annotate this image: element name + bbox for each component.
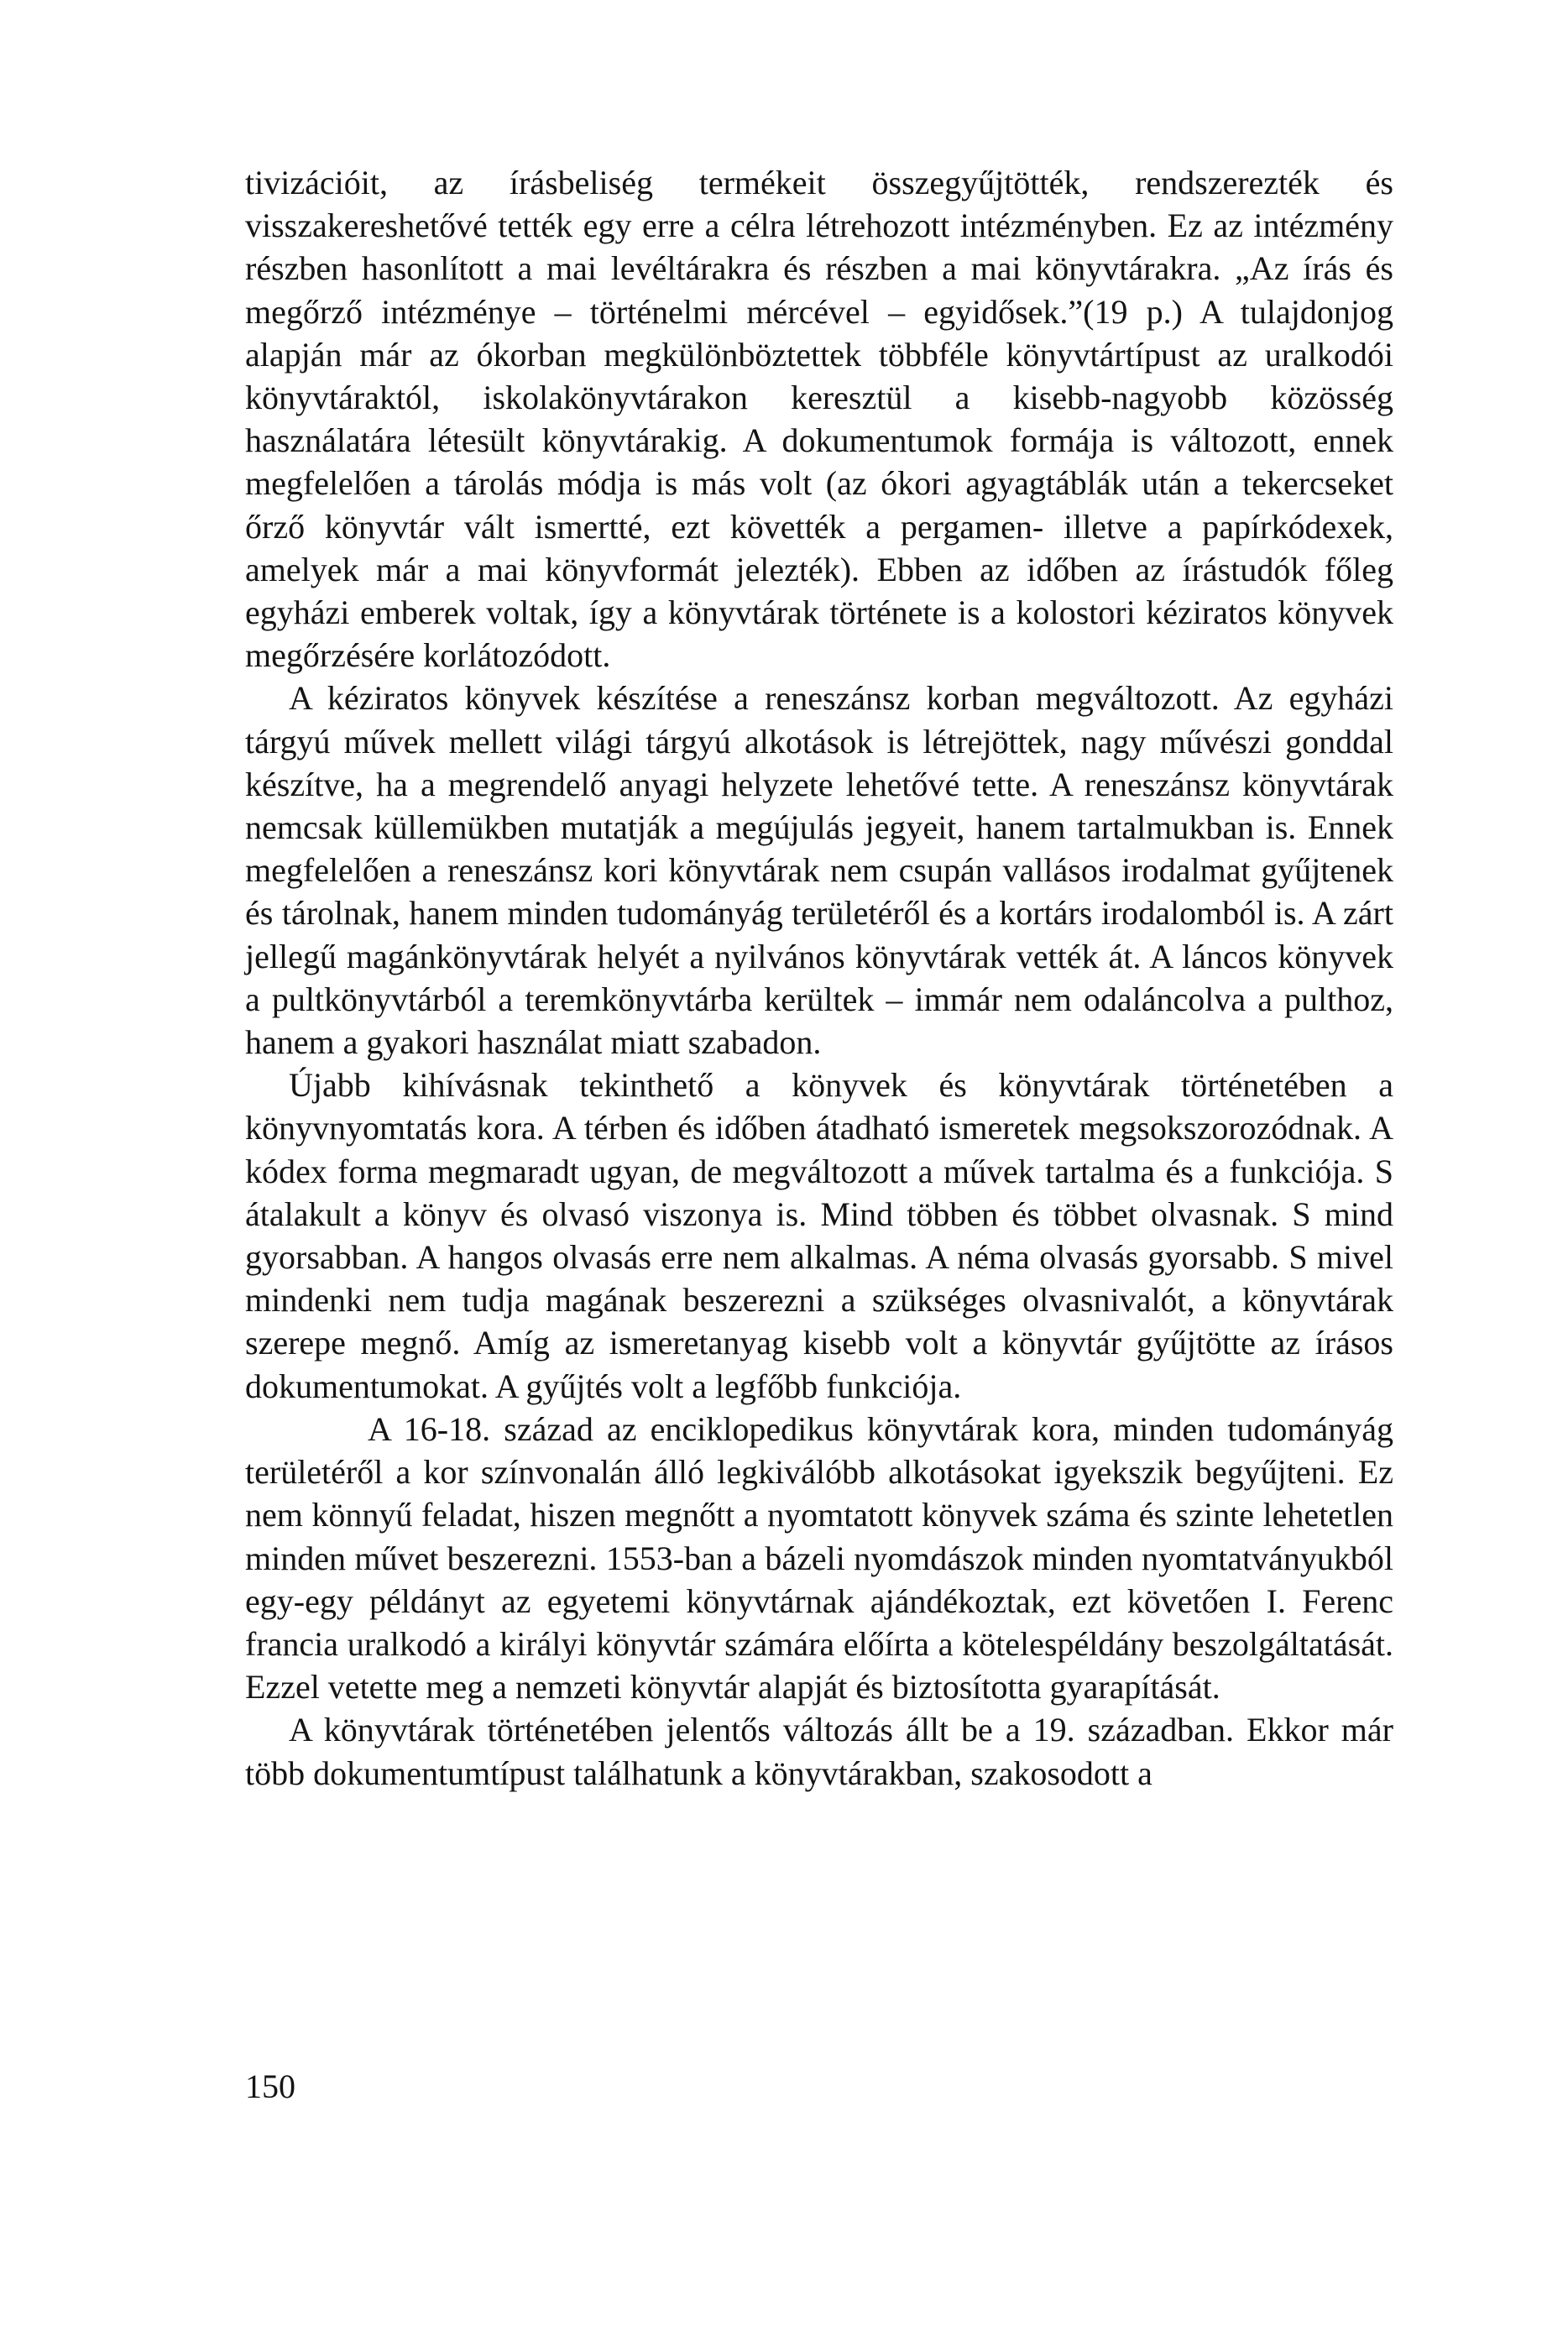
paragraph-3: Újabb kihívásnak tekinthető a könyvek és könyvtárak történetében a könyvnyomtatás kora. A térben és időben átadható ismeretek megsokszorozódnak. A kódex forma megmaradt ugyan, de megváltozott a művek tartalma és a funkciója. S átalakult a könyv és olvasó viszonya is. Mind többen és többet olvasnak. S mind gyorsabban. A hangos olvasás erre nem alkalmas. A néma olvasás gyorsabb. S mivel mindenki nem tudja magának beszerezni a szükséges olvasnivalót, a könyvtárak szerepe megnő. Amíg az ismeretanyag kisebb volt a könyvtár gyűjtötte az írásos dokumentumokat. A gyűjtés volt a legfőbb funkciója. bbox=[245, 1066, 1393, 1405]
page-number: 150 bbox=[245, 2067, 295, 2105]
paragraph-2: A kéziratos könyvek készítése a reneszánsz korban megváltozott. Az egyházi tárgyú művek mellett világi tárgyú alkotások is létrejöttek, nagy művészi gonddal készítve, ha a megrendelő anyagi helyzete lehetővé tette. A reneszánsz könyvtárak nemcsak küllemükben mutatják a megújulás jegyeit, hanem tartalmukban is. Ennek megfelelően a reneszánsz kori könyvtárak nem csupán vallásos irodalmat gyűjtenek és tárolnak, hanem minden tudományág területéről és a kortárs irodalomból is. A zárt jellegű magánkönyvtárak helyét a nyilvános könyvtárak vették át. A láncos könyvek a pultkönyvtárból a teremkönyvtárba kerültek – immár nem odaláncolva a pulthoz, hanem a gyakori használat miatt szabadon. bbox=[245, 679, 1393, 1062]
paragraph-4: A 16-18. század az enciklopedikus könyvtárak kora, minden tudományág területéről a kor színvonalán álló legkiválóbb alkotásokat igyekszik begyűjteni. Ez nem könnyű feladat, hiszen megnőtt a nyomtatott könyvek száma és szinte lehetetlen minden művet beszerezni. 1553-ban a bázeli nyomdászok minden nyomtatványukból egy-egy példányt az egyetemi könyvtárnak ajándékoztak, ezt követően I. Ferenc francia uralkodó a királyi könyvtár számára előírta a kötelespéldány beszolgáltatását. Ezzel vetette meg a nemzeti könyvtár alapját és biztosította gyarapítását. bbox=[245, 1409, 1393, 1707]
paragraph-5: A könyvtárak történetében jelentős változás állt be a 19. században. Ekkor már több dokumentumtípust találhatunk a könyvtárakban, szakosodott a bbox=[245, 1711, 1393, 1792]
body-text bbox=[245, 161, 1393, 1795]
paragraph-1: tivizációit, az írásbeliség termékeit összegyűjtötték, rendszerezték és visszakereshetővé tették egy erre a célra létrehozott intézményben. Ez az intézmény részben hasonlított a mai levéltárakra és részben a mai könyvtárakra. „Az írás és megőrző intézménye – történelmi mércével – egyidősek.”(19 p.) A tulajdonjog alapján már az ókorban megkülönböztettek többféle könyvtártípust az uralkodói könyvtáraktól, iskolakönyvtárakon keresztül a kisebb-nagyobb közösség használatára létesült könyvtárakig. A dokumentumok formája is változott, ennek megfelelően a tárolás módja is más volt (az ókori agyagtáblák után a tekercseket őrző könyvtár vált ismertté, ezt követték a pergamen- illetve a papírkódexek, amelyek már a mai könyvformát jelezték). Ebben az időben az írástudók főleg egyházi emberek voltak, így a könyvtárak története is a kolostori kéziratos könyvek megőrzésére korlátozódott. bbox=[245, 164, 1393, 675]
